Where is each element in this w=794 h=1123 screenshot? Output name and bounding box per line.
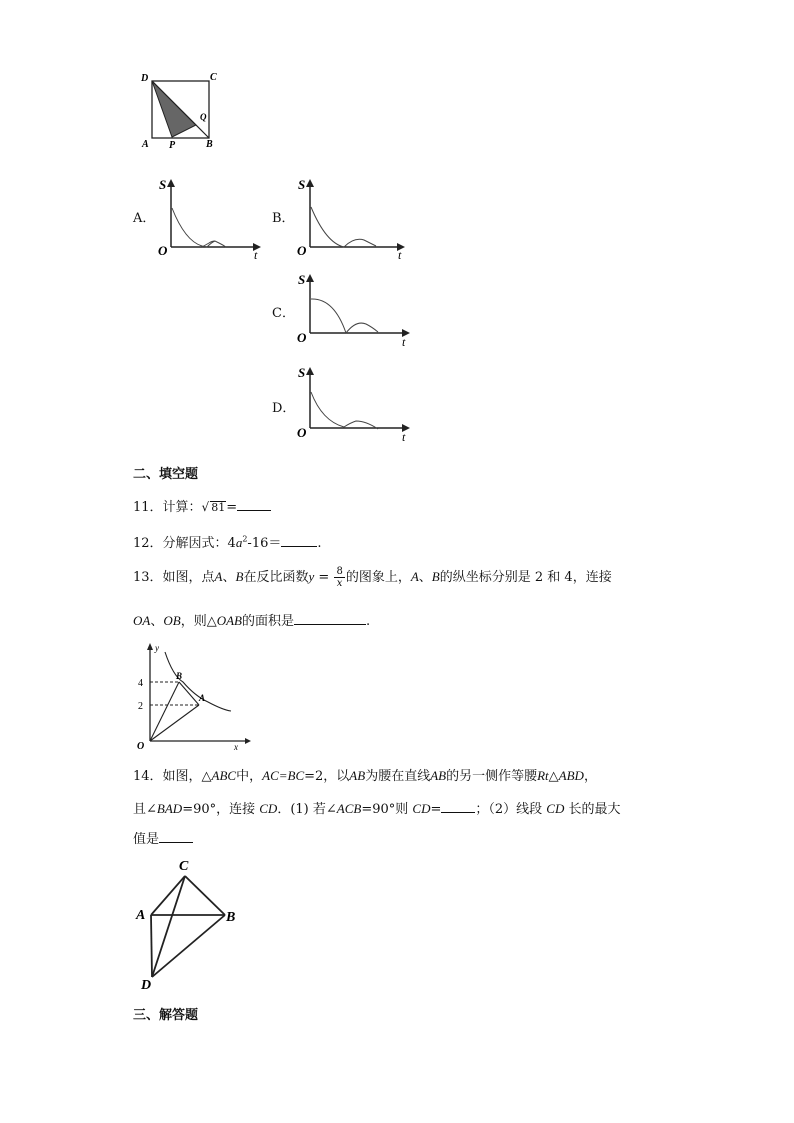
option-a-o: O	[158, 243, 168, 258]
option-d-s: S	[298, 365, 306, 380]
option-a-graph[interactable]	[155, 175, 265, 260]
q14-answer-blank-2[interactable]	[159, 830, 193, 843]
label-A: A	[142, 139, 149, 150]
q13-sep: 、	[222, 570, 236, 585]
q13-var-a: A	[214, 569, 223, 584]
q13-var-b: B	[235, 569, 244, 584]
q13-end: .	[366, 614, 371, 629]
question-11	[133, 496, 271, 515]
option-d-t: t	[402, 430, 406, 443]
option-a-s: S	[159, 177, 167, 192]
option-c-label[interactable]: C．	[272, 306, 295, 321]
q13-fig-y: y	[155, 643, 159, 653]
option-a-label[interactable]: A．	[133, 211, 156, 226]
q14-cd2: CD	[412, 801, 431, 816]
option-b-s: S	[298, 177, 306, 192]
option-c-o: O	[297, 330, 307, 345]
q13-var-b2: B	[431, 569, 440, 584]
q14-abd: ABD	[558, 768, 584, 783]
q14-ab: AB	[349, 768, 366, 783]
option-a-t: t	[254, 248, 258, 260]
q14-answer-blank-1[interactable]	[441, 800, 475, 813]
q13-fig-tick-2: 2	[138, 701, 143, 712]
q14-acb: ACB	[336, 801, 362, 816]
square-figure	[138, 68, 228, 150]
q13-fraction	[334, 566, 344, 589]
q14-text-i: ．(1) 若∠	[277, 802, 337, 817]
q13-text-a: 13．如图，点	[133, 570, 215, 585]
label-C: C	[210, 72, 217, 83]
q13-fig-b: B	[176, 671, 183, 681]
q14-text-f: ，	[583, 769, 597, 784]
q12-prefix: 12．分解因式：4	[133, 536, 236, 551]
question-12	[133, 532, 322, 551]
option-b-o: O	[297, 243, 307, 258]
q14-cd3: CD	[546, 801, 565, 816]
q13-text-d: 的纵坐标分别是 2 和 4，连接	[439, 570, 612, 585]
option-d-label[interactable]: D．	[272, 401, 296, 416]
q14-text-b: 中，	[236, 769, 263, 784]
option-b-label[interactable]: B．	[272, 211, 295, 226]
q13-denominator: x	[336, 578, 343, 589]
q13-fig-a: A	[199, 693, 206, 703]
q13-y: y	[308, 569, 315, 584]
q14-text-h: =90°，连接	[182, 802, 260, 817]
q14-text-l: ；（2）线段	[475, 802, 547, 817]
label-B: B	[206, 139, 213, 150]
q14-tri: △	[548, 769, 559, 784]
question-13-line-1	[133, 566, 612, 589]
q14-cd: CD	[259, 801, 278, 816]
question-14-line-2	[133, 798, 621, 817]
q11-prefix: 11．计算：	[133, 500, 202, 515]
q12-var: a	[235, 535, 243, 550]
q11-equals: =	[226, 500, 238, 515]
q13-figure	[133, 638, 258, 753]
q13-text-c: 的图象上，	[345, 570, 411, 585]
label-P: P	[169, 140, 176, 150]
q13-ob: OB	[163, 613, 181, 628]
q14-fig-b: B	[226, 910, 236, 925]
question-14-line-3	[133, 828, 193, 847]
sqrt-sign: √	[201, 500, 210, 514]
q11-answer-blank[interactable]	[237, 498, 271, 511]
q14-text-m: 长的最大	[564, 802, 621, 817]
q13-eq: =	[314, 570, 334, 585]
question-14-line-1	[133, 765, 597, 784]
q14-text-g: 且∠	[133, 802, 157, 817]
q14-abc: ABC	[211, 768, 237, 783]
q12-answer-blank[interactable]	[281, 534, 317, 547]
q14-text-n: 值是	[133, 832, 160, 847]
label-Q: Q	[200, 112, 207, 122]
option-c-s: S	[298, 272, 306, 287]
option-c-graph[interactable]	[294, 270, 414, 350]
q12-end: .	[317, 536, 322, 551]
q14-ab2: AB	[430, 768, 447, 783]
q13-fig-tick-4: 4	[138, 678, 143, 689]
q13-numerator: 8	[336, 566, 343, 577]
option-b-graph[interactable]	[294, 175, 409, 260]
q14-text-d: 为腰在直线	[365, 769, 431, 784]
option-d-graph[interactable]	[294, 363, 414, 443]
q13-sep2: 、	[418, 570, 432, 585]
q14-fig-d: D	[141, 978, 152, 993]
q14-fig-c: C	[179, 859, 189, 874]
q14-figure	[133, 853, 248, 993]
q13-answer-blank[interactable]	[294, 612, 366, 625]
option-d-o: O	[297, 425, 307, 440]
q14-text-e: 的另一侧作等腰	[446, 769, 538, 784]
q14-text-a: 14．如图，△	[133, 769, 212, 784]
q14-bad: BAD	[156, 801, 183, 816]
question-13-line-2	[133, 610, 370, 629]
q13-text-e: ，则△	[180, 614, 217, 629]
q13-oa: OA	[133, 613, 151, 628]
q13-sep3: 、	[150, 614, 164, 629]
q13-oab: OAB	[216, 613, 242, 628]
q13-var-a2: A	[410, 569, 419, 584]
q11-radicand: 81	[211, 501, 226, 514]
section-fill-in-title: 二、填空题	[133, 467, 199, 482]
q14-text-j: =90°则	[361, 802, 413, 817]
q14-cond: AC=BC	[262, 768, 305, 783]
section-solve-title: 三、解答题	[133, 1008, 199, 1023]
option-b-t: t	[398, 248, 402, 260]
q14-fig-a: A	[136, 908, 146, 923]
q13-fig-origin: O	[137, 741, 145, 752]
q12-rest: -16＝	[247, 536, 282, 551]
q13-text-b: 在反比函数	[243, 570, 309, 585]
q12-sup: 2	[242, 534, 248, 544]
option-c-t: t	[402, 335, 406, 349]
q14-text-k: =	[430, 802, 442, 817]
q13-text-f: 的面积是	[241, 614, 294, 629]
q14-text-c: =2，以	[304, 769, 350, 784]
q14-rt: Rt	[537, 768, 549, 783]
label-D: D	[141, 73, 149, 84]
q13-fig-x: x	[234, 742, 238, 752]
